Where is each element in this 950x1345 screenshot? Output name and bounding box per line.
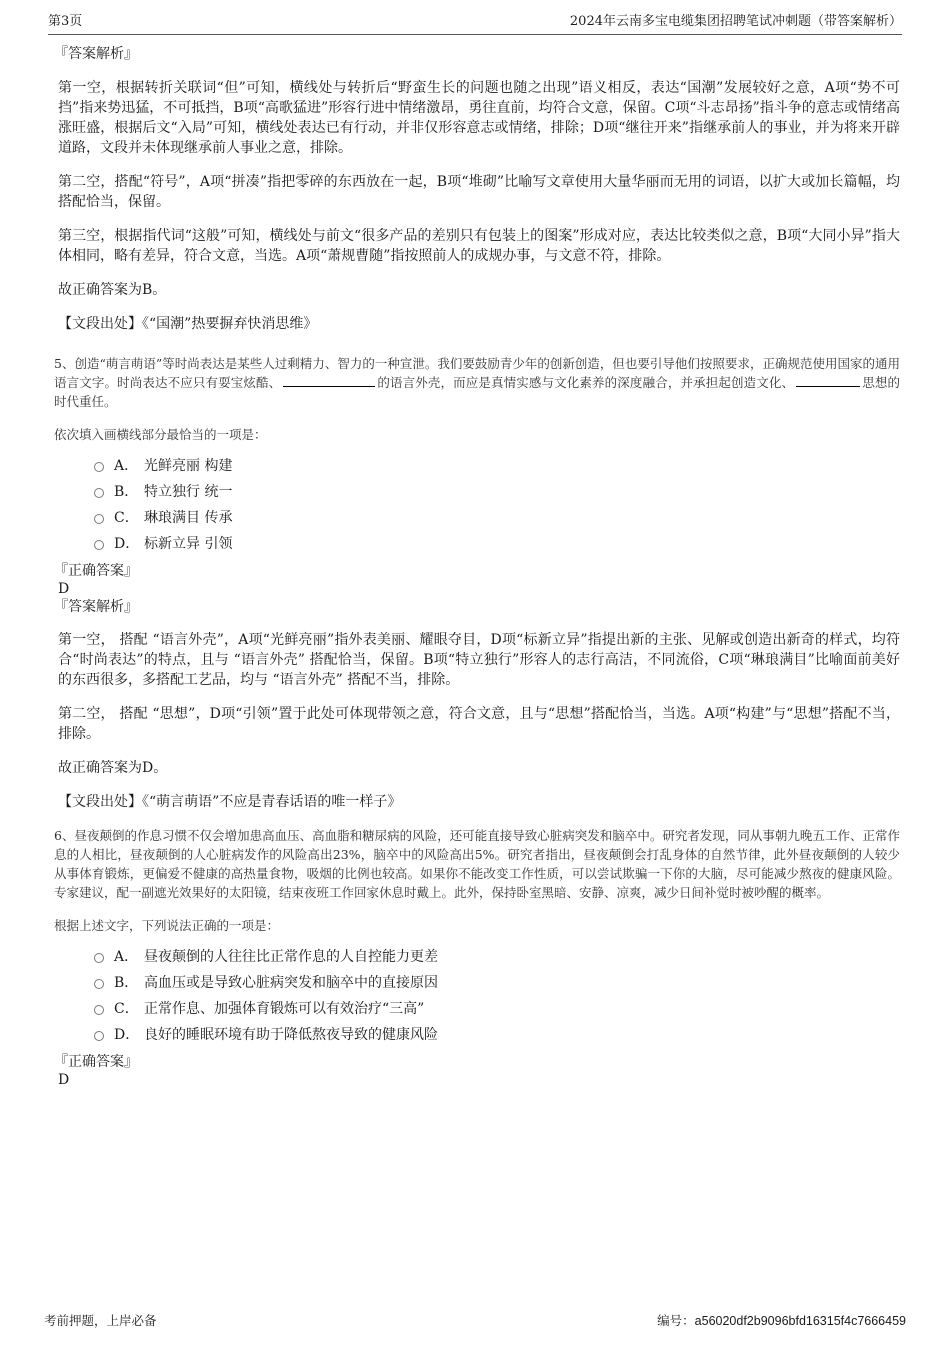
fill-blank-1 — [283, 374, 375, 387]
answer-value: D — [58, 581, 70, 597]
option-letter: A． — [114, 458, 139, 474]
radio-button[interactable] — [94, 979, 104, 989]
radio-button[interactable] — [94, 462, 104, 472]
answer-value: D — [58, 1072, 70, 1088]
question-text-part: 5、创造“萌言萌语”等时尚表达是某些人过剩精力、智力的一种宣泄。我们要鼓励青少年的创新创造，但也要引导他们按照要求，正确规范使用国家的通用语言文字。时尚表达不应只有耍宝炫酷、 — [54, 356, 900, 390]
footer-slogan: 考前押题，上岸必备 — [44, 1313, 157, 1328]
page-number: 第3页 — [48, 14, 83, 29]
question-text — [54, 354, 900, 411]
option-a[interactable] — [94, 452, 900, 478]
option-text: 光鲜亮丽 构建 — [144, 458, 233, 474]
option-text: 高血压或是导致心脏病突发和脑卒中的直接原因 — [144, 975, 438, 991]
radio-button[interactable] — [94, 953, 104, 963]
analysis-paragraph: 第一空， 搭配 “语言外壳”，A项“光鲜亮丽”指外表美丽、耀眼夺目，D项“标新立异”指提出新的主张、见解或创造出新奇的样式，均符合“时尚表达”的特点，且与 “语言外壳” 搭配恰当，保留。B项“特立独行”形容人的志行高洁，不同流俗，C项“琳琅满目”比喻面前美好的东西很多，多搭配工艺品，均与 “语言外壳” 搭配不当，排除。 — [58, 632, 900, 688]
option-letter: C． — [114, 1001, 139, 1017]
radio-button[interactable] — [94, 514, 104, 524]
page-header — [48, 12, 902, 35]
option-d[interactable] — [94, 530, 900, 556]
analysis-conclusion: 故正确答案为B。 — [58, 282, 167, 298]
options-list — [94, 452, 900, 556]
source-citation: 【文段出处】《“萌言萌语”不应是青春话语的唯一样子》 — [58, 794, 402, 810]
source-citation: 【文段出处】《“国潮”热要摒弃快消思维》 — [58, 316, 318, 332]
document-id: 编号：a56020df2b9096bfd16315f4c7666459 — [657, 1314, 906, 1328]
option-b[interactable] — [94, 478, 900, 504]
analysis-conclusion: 故正确答案为D。 — [58, 760, 168, 776]
option-letter: B． — [114, 975, 139, 991]
prev-analysis — [54, 44, 900, 334]
option-letter: A． — [114, 949, 139, 965]
radio-button[interactable] — [94, 488, 104, 498]
option-c[interactable] — [94, 995, 900, 1021]
question-prompt: 依次填入画横线部分最恰当的一项是： — [54, 427, 267, 442]
option-text: 标新立异 引领 — [144, 536, 233, 552]
radio-button[interactable] — [94, 1031, 104, 1041]
option-b[interactable] — [94, 969, 900, 995]
answer-label: 『正确答案』 — [54, 1054, 138, 1070]
option-letter: D． — [114, 1027, 140, 1043]
option-text: 特立独行 统一 — [144, 484, 233, 500]
question-text-part: 的语言外壳，而应是真情实感与文化素养的深度融合，并承担起创造文化、 — [377, 375, 795, 390]
option-text: 正常作息、加强体育锻炼可以有效治疗“三高” — [144, 1001, 425, 1017]
option-text: 琳琅满目 传承 — [144, 510, 233, 526]
option-letter: C． — [114, 510, 139, 526]
options-list — [94, 943, 900, 1047]
question-text: 6、昼夜颠倒的作息习惯不仅会增加患高血压、高血脂和糖尿病的风险，还可能直接导致心脏病突发和脑卒中。研究者发现，同从事朝九晚五工作、正常作息的人相比，昼夜颠倒的人心脏病发作的风险高出23%，脑卒中的风险高出5%。研究者指出，昼夜颠倒会打乱身体的自然节律，此外昼夜颠倒的人较少从事体育锻炼，更偏爱不健康的高热量食物，吸烟的比例也较高。如果你不能改变工作性质，可以尝试欺骗一下你的大脑，尽可能减少熬夜的健康风险。专家建议，配一副遮光效果好的太阳镜，结束夜班工作回家休息时戴上。此外，保持卧室黑暗、安静、凉爽，减少日间补觉时被吵醒的概率。 — [54, 828, 900, 900]
option-text: 良好的睡眠环境有助于降低熬夜导致的健康风险 — [144, 1027, 438, 1043]
analysis-paragraph: 第三空，根据指代词“这般”可知，横线处与前文“很多产品的差别只有包装上的图案”形成对应，表达比较类似之意，B项“大同小异”指大体相同，略有差异，符合文意，当选。A项“萧规曹随”指按照前人的成规办事，与文意不符，排除。 — [58, 228, 900, 264]
page-footer — [44, 1311, 906, 1329]
analysis-label: 『答案解析』 — [54, 46, 138, 62]
question-prompt: 根据上述文字，下列说法正确的一项是： — [54, 918, 280, 933]
option-text: 昼夜颠倒的人往往比正常作息的人自控能力更差 — [144, 949, 438, 965]
document-title: 2024年云南多宝电缆集团招聘笔试冲刺题（带答案解析） — [569, 14, 902, 29]
radio-button[interactable] — [94, 1005, 104, 1015]
analysis-paragraph: 第二空， 搭配 “思想”，D项“引领”置于此处可体现带领之意，符合文意，且与“思想”搭配恰当，当选。A项“构建”与“思想”搭配不当，排除。 — [58, 706, 900, 742]
fill-blank-2 — [796, 374, 860, 387]
analysis-label: 『答案解析』 — [54, 599, 138, 615]
analysis-paragraph: 第二空，搭配“符号”，A项“拼凑”指把零碎的东西放在一起，B项“堆砌”比喻写文章使用大量华丽而无用的词语，以扩大或加长篇幅，均搭配恰当，保留。 — [58, 174, 900, 210]
question-6 — [54, 826, 900, 1089]
analysis-paragraph: 第一空，根据转折关联词“但”可知，横线处与转折后“野蛮生长的问题也随之出现”语义相反，表达“国潮”发展较好之意，A项“势不可挡”指来势迅猛，不可抵挡，B项“高歌猛进”形容行进中情绪激昂，勇往直前，均符合文意，保留。C项“斗志昂扬”指斗争的意志或情绪高涨旺盛，根据后文“入局”可知，横线处表达已有行动，并非仅形容意志或情绪，排除；D项“继往开来”指继承前人的事业，并为将来开辟道路，文段并未体现继承前人事业之意，排除。 — [58, 80, 900, 156]
answer-label: 『正确答案』 — [54, 563, 138, 579]
question-5 — [54, 354, 900, 812]
option-letter: D． — [114, 536, 140, 552]
question-text-part: 思想的时代重任。 — [54, 375, 900, 409]
option-c[interactable] — [94, 504, 900, 530]
option-d[interactable] — [94, 1021, 900, 1047]
option-letter: B． — [114, 484, 139, 500]
page-content — [54, 44, 900, 1089]
radio-button[interactable] — [94, 540, 104, 550]
option-a[interactable] — [94, 943, 900, 969]
